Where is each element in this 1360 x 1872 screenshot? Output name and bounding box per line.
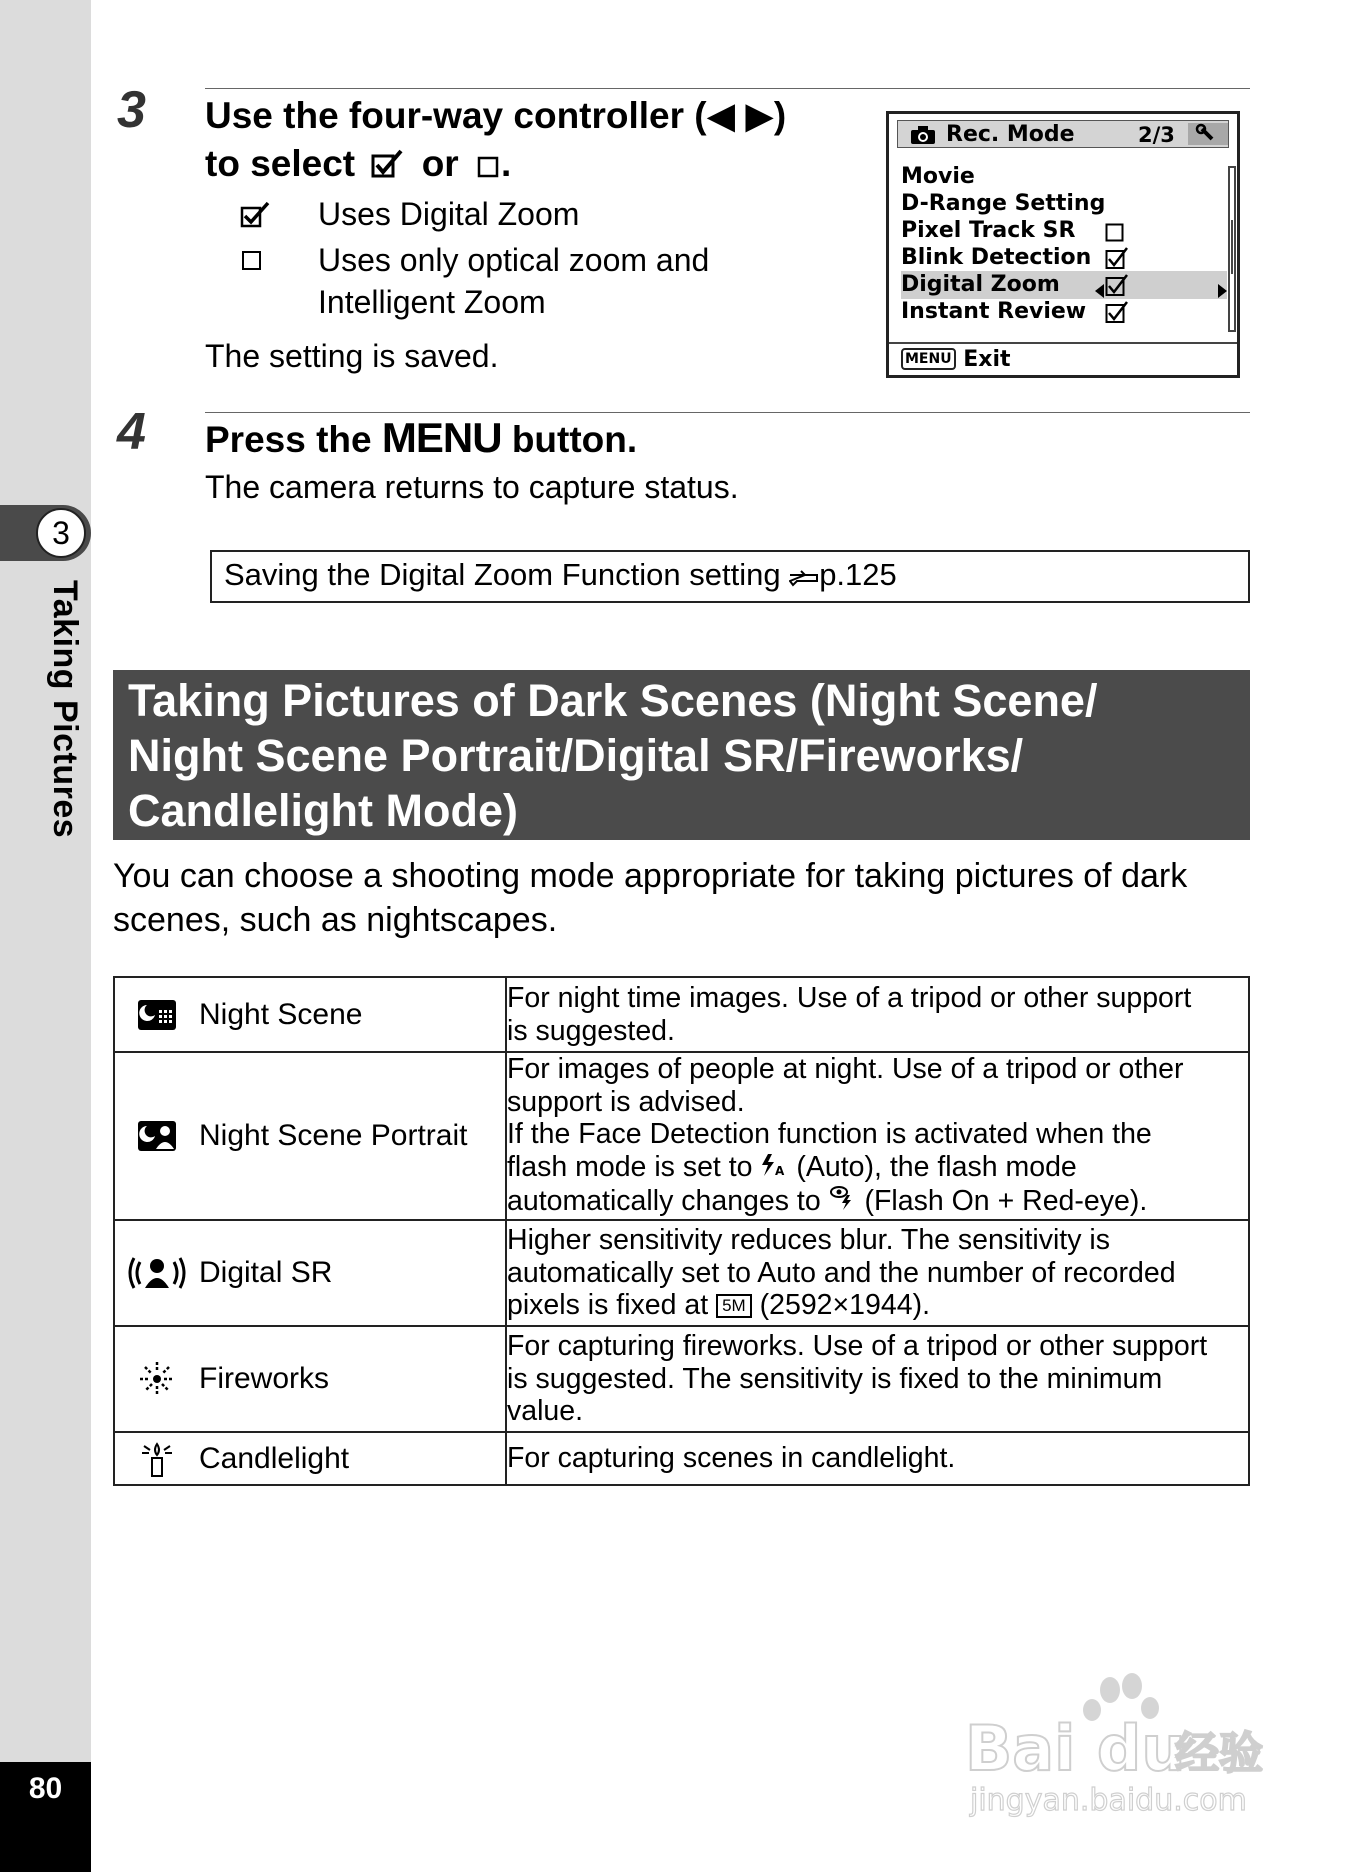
table-row	[114, 1432, 1249, 1485]
mode-name: Night Scene	[199, 997, 363, 1031]
baidu-watermark	[960, 1670, 1280, 1820]
watermark-brand: Bai du	[965, 1712, 1186, 1785]
table-row	[114, 1052, 1249, 1220]
option-1-text: Uses Digital Zoom	[318, 196, 580, 232]
menu-button-label: MENU	[381, 414, 502, 461]
step-4-rule	[205, 412, 1250, 413]
chapter-number: 3	[36, 508, 86, 558]
camera-icon	[910, 125, 936, 149]
mode-description: For night time images. Use of a tripod or other support is suggested.	[506, 977, 1249, 1052]
section-title-line3: Candlelight Mode)	[128, 785, 518, 836]
step-3-number: 3	[117, 81, 146, 139]
step-3-title-line1: Use the four-way controller (◀ ▶)	[205, 95, 787, 136]
camera-menu-header	[897, 120, 1229, 148]
pointing-hand-icon	[789, 559, 819, 595]
camera-menu-item-pixel-track: Pixel Track SR	[901, 217, 1075, 245]
table-row	[114, 1220, 1249, 1326]
fireworks-icon	[115, 1360, 199, 1398]
reference-page-link[interactable]: p.125	[819, 557, 897, 592]
mode-name: Digital SR	[199, 1256, 333, 1289]
flash-auto-icon	[760, 1152, 788, 1185]
unchecked-box-icon	[477, 142, 501, 190]
mode-name-cell	[114, 1326, 506, 1432]
mode-description: For capturing scenes in candlelight.	[506, 1432, 1249, 1485]
step-4-title: Press the MENU button.	[205, 414, 638, 461]
reference-text: Saving the Digital Zoom Function setting p.125	[224, 557, 897, 595]
resolution-badge: 5M	[716, 1294, 752, 1318]
camera-menu-exit	[901, 347, 1011, 372]
mode-description: For images of people at night. Use of a tripod or other support is advised. If the Face Detection function is activated when the flash mode is set to A (Auto), the flash mode automatically changes to (Flash On + Red-eye).	[506, 1052, 1249, 1220]
camera-menu-divider	[889, 342, 1237, 344]
section-title-line2: Night Scene Portrait/Digital SR/Fireworks/	[128, 730, 1024, 781]
wrench-tab-icon	[1188, 123, 1228, 145]
checked-box-icon	[371, 142, 403, 190]
checked-box-icon	[1105, 300, 1129, 332]
digital-sr-icon	[115, 1254, 199, 1292]
step-3-title-or: or	[421, 143, 459, 184]
mode-name: Candlelight	[199, 1441, 350, 1475]
unchecked-box-icon	[241, 250, 263, 277]
sidebar-strip	[0, 0, 91, 1872]
option-2-text-line2: Intelligent Zoom	[318, 284, 546, 320]
camera-menu-item-digital-zoom: Digital Zoom	[901, 271, 1227, 299]
step-4-body: The camera returns to capture status.	[205, 469, 739, 505]
reference-box	[210, 550, 1250, 603]
camera-menu-exit-label: Exit	[963, 347, 1011, 372]
mode-description: For capturing fireworks. Use of a tripod or other support is suggested. The sensitivity is fixed to the minimum value.	[506, 1326, 1249, 1432]
step-3-rule	[205, 88, 1250, 89]
menu-button-icon: MENU	[901, 348, 956, 370]
step-3-title-line2: to select or .	[205, 140, 511, 190]
mode-name: Night Scene Portrait	[199, 1119, 468, 1152]
mode-name-cell	[114, 1432, 506, 1485]
camera-menu-item-blink: Blink Detection	[901, 244, 1091, 272]
option-2-text-line1: Uses only optical zoom and	[318, 242, 710, 278]
mode-name-cell	[114, 1220, 506, 1326]
camera-menu-item-d-range: D-Range Setting	[901, 191, 1106, 216]
mode-name: Fireworks	[199, 1362, 330, 1395]
mode-description: Higher sensitivity reduces blur. The sensitivity is automatically set to Auto and the number of recorded pixels is fixed at 5M (2592×1944).	[506, 1220, 1249, 1326]
mode-name-cell	[114, 1052, 506, 1220]
night-scene-icon	[115, 998, 199, 1032]
watermark-brand-cn: 经验	[1175, 1728, 1263, 1779]
flash-red-eye-icon	[829, 1185, 857, 1219]
camera-menu-item-instant-review: Instant Review	[901, 298, 1086, 326]
table-row	[114, 1326, 1249, 1432]
mode-name-cell	[114, 977, 506, 1052]
candlelight-icon	[115, 1440, 199, 1478]
camera-menu-title: Rec. Mode	[946, 122, 1075, 147]
camera-menu-page: 2/3	[1138, 123, 1175, 147]
camera-menu-screen	[886, 111, 1240, 378]
svg-text:A: A	[775, 1164, 785, 1177]
left-arrow-icon	[1095, 278, 1105, 306]
night-scene-portrait-icon	[115, 1119, 199, 1153]
checked-box-icon	[240, 200, 270, 233]
step-4-number: 4	[117, 403, 146, 461]
section-intro-line2: scenes, such as nightscapes.	[113, 901, 558, 939]
table-row	[114, 977, 1249, 1052]
watermark-url: jingyan.baidu.com	[970, 1783, 1247, 1818]
modes-table	[113, 976, 1250, 1486]
page-number: 80	[28, 1772, 63, 1805]
step-3-title-prefix: to select	[205, 143, 356, 184]
camera-menu-scrollbar	[1228, 166, 1236, 332]
section-title-line1: Taking Pictures of Dark Scenes (Night Scene/	[128, 675, 1098, 726]
right-arrow-icon	[1217, 278, 1227, 306]
camera-menu-item-movie: Movie	[901, 164, 975, 189]
section-banner	[113, 670, 1250, 840]
section-intro-line1: You can choose a shooting mode appropriate for taking pictures of dark	[113, 857, 1188, 895]
setting-saved-text: The setting is saved.	[205, 338, 499, 374]
chapter-title: Taking Pictures	[46, 580, 84, 839]
